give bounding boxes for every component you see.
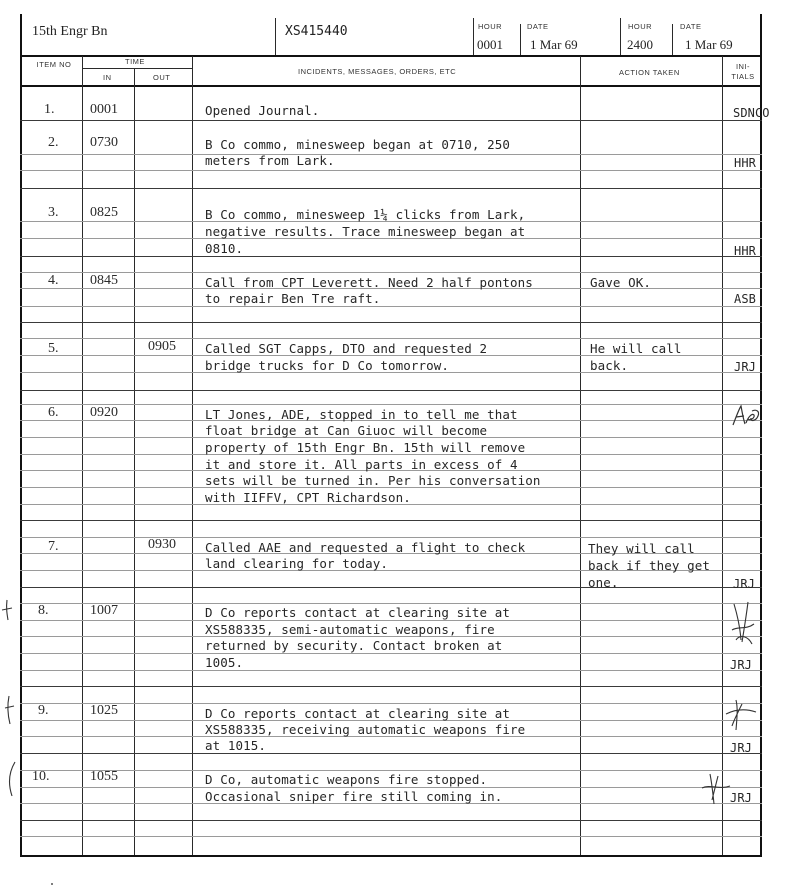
ruled-line xyxy=(20,256,762,257)
margin-checkmark xyxy=(0,598,14,622)
initials: JRJ xyxy=(730,658,752,672)
initials: JRJ xyxy=(733,577,755,591)
initials-signature xyxy=(730,403,764,429)
message-line: sets will be turned in. Per his conversation xyxy=(205,473,541,488)
message-line: Occasional sniper fire still coming in. xyxy=(205,789,503,804)
from-date: 1 Mar 69 xyxy=(530,37,578,52)
message-line: D Co, automatic weapons fire stopped. xyxy=(205,772,488,787)
message-line: float bridge at Can Giuoc will become xyxy=(205,423,488,438)
time-in: 0825 xyxy=(90,205,118,220)
time-in: 0001 xyxy=(90,102,118,117)
message-line: it and store it. All parts in excess of 4 xyxy=(205,457,518,472)
ruled-line xyxy=(20,154,762,155)
header-divider xyxy=(672,24,673,56)
to-hour: 2400 xyxy=(627,37,653,52)
message-line: land clearing for today. xyxy=(205,556,389,571)
initials-signature xyxy=(724,698,758,734)
time-out: 0930 xyxy=(148,537,176,552)
ruled-line xyxy=(20,603,762,604)
margin-checkmark xyxy=(5,760,19,800)
item-number: 1. xyxy=(44,102,55,117)
initials: SDNCO xyxy=(733,106,770,120)
ruled-line xyxy=(20,753,762,754)
item-number: 4. xyxy=(48,273,59,288)
initials: ASB xyxy=(734,292,756,306)
time-header: TIME xyxy=(125,57,145,66)
message-line: LT Jones, ADE, stopped in to tell me that xyxy=(205,407,518,422)
item-number: 7. xyxy=(48,539,59,554)
to-date: 1 Mar 69 xyxy=(685,37,733,52)
time-out: 0905 xyxy=(148,339,176,354)
message-line: D Co reports contact at clearing site at xyxy=(205,605,511,620)
time-in: 1055 xyxy=(90,769,118,784)
right-border xyxy=(760,14,762,856)
initials: JRJ xyxy=(730,741,752,755)
unit-name: 15th Engr Bn xyxy=(32,24,108,39)
ruled-line xyxy=(20,390,762,391)
action-header: ACTION TAKEN xyxy=(619,68,680,77)
initials: JRJ xyxy=(734,360,756,374)
item-number: 2. xyxy=(48,135,59,150)
ruled-line xyxy=(20,170,762,171)
item-number: 8. xyxy=(38,603,49,618)
time-split-rule xyxy=(82,68,192,69)
message-line: at 1015. xyxy=(205,738,267,753)
time-in: 1025 xyxy=(90,703,118,718)
ruled-line xyxy=(20,703,762,704)
message-line: Call from CPT Leverett. Need 2 half pontons xyxy=(205,275,533,290)
incidents-header: INCIDENTS, MESSAGES, ORDERS, ETC xyxy=(298,67,457,76)
bottom-rule xyxy=(20,855,762,857)
time-in-header: IN xyxy=(103,73,112,82)
ruled-line xyxy=(20,770,762,771)
message-line: B Co commo, minesweep 1¼ clicks from Lark, xyxy=(205,207,526,222)
action-line: one. xyxy=(588,575,619,590)
margin-checkmark xyxy=(2,694,16,726)
location-code: XS415440 xyxy=(285,24,348,39)
column-rule xyxy=(134,68,135,856)
to-date-label: DATE xyxy=(680,22,702,31)
header-divider xyxy=(620,18,621,56)
ruled-line xyxy=(20,272,762,273)
to-hour-label: HOUR xyxy=(628,22,653,31)
message-line: with IIFFV, CPT Richardson. xyxy=(205,490,411,505)
action-line: Gave OK. xyxy=(590,275,652,290)
ruled-line xyxy=(20,404,762,405)
initials-signature xyxy=(728,600,758,658)
item-number: 6. xyxy=(48,405,59,420)
message-line: negative results. Trace minesweep began at xyxy=(205,224,526,239)
item-number: 9. xyxy=(38,703,49,718)
time-out-header: OUT xyxy=(153,73,171,82)
from-date-label: DATE xyxy=(527,22,549,31)
message-line: XS588335, semi-automatic weapons, fire xyxy=(205,622,495,637)
message-line: XS588335, receiving automatic weapons fire xyxy=(205,722,526,737)
ruled-line xyxy=(20,820,762,821)
left-border xyxy=(20,14,22,856)
ruled-line xyxy=(20,653,762,654)
initials: JRJ xyxy=(730,791,752,805)
message-line: to repair Ben Tre raft. xyxy=(205,291,381,306)
message-line: Opened Journal. xyxy=(205,103,320,118)
ruled-line xyxy=(20,787,762,788)
action-line: back. xyxy=(590,358,629,373)
message-line: bridge trucks for D Co tomorrow. xyxy=(205,358,450,373)
ruled-line xyxy=(20,520,762,521)
item-no-header: ITEM NO xyxy=(36,60,72,69)
initials-signature xyxy=(700,770,734,806)
item-number: 5. xyxy=(48,341,59,356)
initials: HHR xyxy=(734,156,756,170)
ruled-line xyxy=(20,537,762,538)
initials-header: INI- TIALS xyxy=(731,62,755,81)
message-line: Called AAE and requested a flight to check xyxy=(205,540,526,555)
initials: HHR xyxy=(734,244,756,258)
message-line: B Co commo, minesweep began at 0710, 250 xyxy=(205,137,511,152)
message-line: meters from Lark. xyxy=(205,153,335,168)
message-line: property of 15th Engr Bn. 15th will remove xyxy=(205,440,526,455)
ruled-line xyxy=(20,670,762,671)
header-divider xyxy=(275,18,276,56)
ruled-line xyxy=(20,120,762,121)
header-divider xyxy=(473,18,474,56)
ruled-line xyxy=(20,620,762,621)
ruled-line xyxy=(20,587,762,588)
action-line: back if they get xyxy=(588,558,711,573)
time-in: 1007 xyxy=(90,603,118,618)
action-line: He will call xyxy=(590,341,682,356)
item-number: 10. xyxy=(32,769,50,784)
from-hour-label: HOUR xyxy=(478,22,503,31)
ruled-line xyxy=(20,306,762,307)
ruled-line xyxy=(20,188,762,189)
time-in: 0845 xyxy=(90,273,118,288)
message-line: Called SGT Capps, DTO and requested 2 xyxy=(205,341,488,356)
action-line: They will call xyxy=(588,541,695,556)
time-in: 0730 xyxy=(90,135,118,150)
ruled-line xyxy=(20,836,762,837)
message-line: 1005. xyxy=(205,655,244,670)
from-hour: 0001 xyxy=(477,37,503,52)
message-line: D Co reports contact at clearing site at xyxy=(205,706,511,721)
message-line: returned by security. Contact broken at xyxy=(205,638,503,653)
column-header-rule xyxy=(20,85,762,87)
ruled-line xyxy=(20,686,762,687)
stray-mark xyxy=(51,883,53,885)
message-line: 0810. xyxy=(205,241,244,256)
time-in: 0920 xyxy=(90,405,118,420)
ruled-line xyxy=(20,338,762,339)
item-number: 3. xyxy=(48,205,59,220)
header-divider xyxy=(520,24,521,56)
ruled-line xyxy=(20,322,762,323)
